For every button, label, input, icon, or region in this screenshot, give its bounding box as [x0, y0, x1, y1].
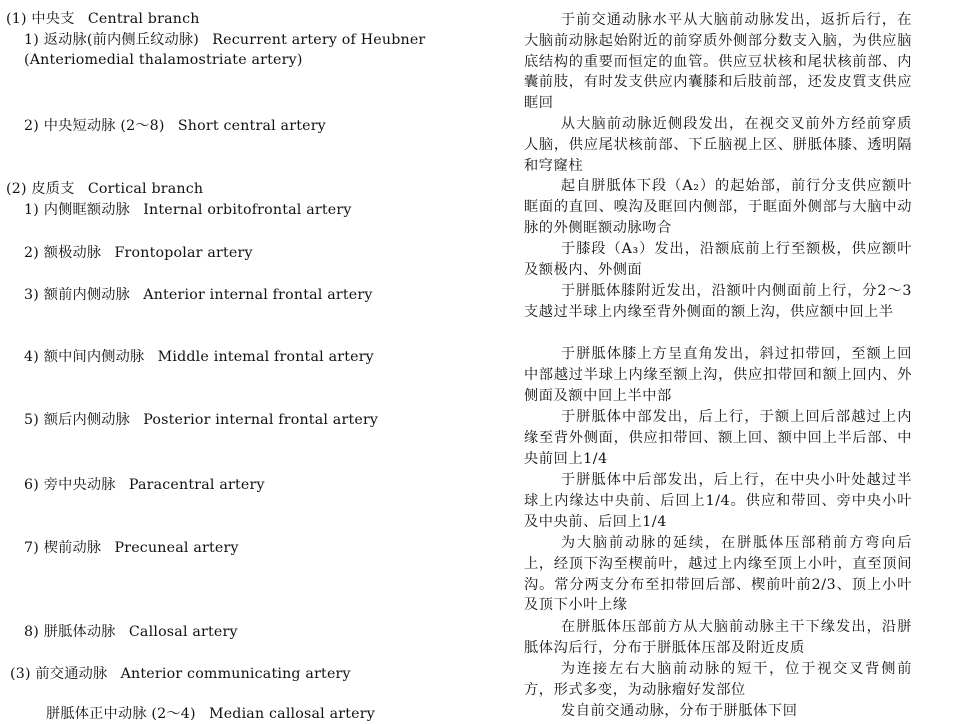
- description-paragraph: 于前交通动脉水平从大脑前动脉发出，返折后行，在大脑前动脉起始附近的前穿质外侧部分数支入脑，为供应脑底结构的重要而恒定的血管。供应豆状核和尾状核前部、内囊前肢，有时发支供应内囊膝和后肢前部，还发皮質支供应眶回: [524, 12, 912, 112]
- term-internal-orbitofrontal-artery: 1) 内侧眶额动脉 Internal orbitofrontal artery: [24, 202, 352, 218]
- description-paragraph: 为大脑前动脉的延续，在胼胝体压部稍前方弯向后上，经顶下沟至楔前叶，越过上内缘至顶上小叶，直至顶间沟。常分两支分布至扣带回后部、楔前叶前2/3、顶上小叶及顶下小叶上缘: [524, 535, 912, 614]
- term-posterior-internal-frontal-artery: 5) 额后内侧动脉 Posterior internal frontal artery: [24, 412, 379, 428]
- term-anterior-internal-frontal-artery: 3) 额前内侧动脉 Anterior internal frontal artery: [24, 287, 373, 303]
- term-middle-internal-frontal-artery: 4) 额中间内侧动脉 Middle intemal frontal artery: [24, 349, 374, 365]
- term-zh: 中央支: [31, 11, 75, 27]
- term-en: Median callosal artery: [208, 706, 375, 722]
- right-column-descriptions: [524, 0, 954, 720]
- term-en: Recurrent artery of Heubner (Anteriomedial thalamostriate artery): [24, 32, 426, 68]
- term-frontopolar-artery: 2) 额极动脉 Frontopolar artery: [24, 245, 253, 261]
- term-en: Frontopolar artery: [114, 245, 253, 261]
- term-zh: 旁中央动脉: [43, 477, 116, 493]
- term-zh: 胼胝体动脉: [43, 624, 116, 640]
- term-en: Posterior internal frontal artery: [143, 412, 379, 428]
- description-paragraph: 在胼胝体压部前方从大脑前动脉主干下缘发出，沿胼胝体沟后行，分布于胼胝体压部及附近皮质: [524, 619, 912, 656]
- term-zh: 皮质支: [31, 181, 75, 197]
- term-en: Internal orbitofrontal artery: [143, 202, 352, 218]
- term-callosal-artery: 8) 胼胝体动脉 Callosal artery: [24, 624, 238, 640]
- term-zh: 中央短动脉 (2～8): [43, 118, 165, 134]
- term-en: Precuneal artery: [114, 540, 239, 556]
- term-zh: 前交通动脉: [35, 666, 108, 682]
- term-recurrent-artery: 1) 返动脉(前内侧丘纹动脉) Recurrent artery of Heubner (Anteriomedial thalamostriate artery): [24, 32, 426, 68]
- term-en: Cortical branch: [87, 181, 204, 197]
- term-zh: 额后内侧动脉: [43, 412, 131, 428]
- term-cortical-branch: (2) 皮质支 Cortical branch: [6, 181, 204, 197]
- description-paragraph: 于胼胝体中部发出，后上行，于额上回后部越过上内缘至背外侧面，供应扣带回、额上回、额中回上半后部、中央前回上1/4: [524, 409, 912, 467]
- term-en: Central branch: [87, 11, 200, 27]
- term-precuneal-artery: 7) 楔前动脉 Precuneal artery: [24, 540, 239, 556]
- term-en: Anterior communicating artery: [120, 666, 351, 682]
- term-zh: 额极动脉: [43, 245, 102, 261]
- term-central-branch: (1) 中央支 Central branch: [6, 11, 200, 27]
- term-en: Middle intemal frontal artery: [157, 349, 374, 365]
- term-zh: 内侧眶额动脉: [43, 202, 131, 218]
- term-zh: 楔前动脉: [43, 540, 102, 556]
- term-zh: 额中间内侧动脉: [43, 349, 145, 365]
- term-anterior-communicating-artery: (3) 前交通动脉 Anterior communicating artery: [10, 666, 351, 682]
- description-paragraph: 于膝段（A₃）发出，沿额底前上行至额极，供应额叶及额极内、外侧面: [524, 241, 912, 278]
- description-paragraph: 发自前交通动脉，分布于胼胝体下回: [560, 703, 798, 719]
- term-paracentral-artery: 6) 旁中央动脉 Paracentral artery: [24, 477, 265, 493]
- term-zh: 返动脉(前内侧丘纹动脉): [43, 32, 200, 48]
- term-zh: 胼胝体正中动脉 (2～4): [46, 706, 196, 722]
- term-en: Short central artery: [177, 118, 326, 134]
- description-paragraph: 为连接左右大脑前动脉的短干，位于视交叉背侧前方，形式多变，为动脉瘤好发部位: [524, 661, 912, 698]
- term-median-callosal-artery: [46, 704, 375, 724]
- term-zh: 额前内侧动脉: [43, 287, 131, 303]
- description-paragraph: 于胼胝体中后部发出，后上行，在中央小叶处越过半球上内缘达中央前、后回上1/4。供应和带回、旁中央小叶及中央前、后回上1/4: [524, 472, 912, 530]
- description-paragraph: 于胼胝体膝附近发出，沿额叶内侧面前上行，分2～3支越过半球上内缘至背外侧面的额上沟，供应额中回上半: [524, 283, 912, 320]
- description-paragraph: 从大脑前动脉近侧段发出，在视交叉前外方经前穿质人脑，供应尾状核前部、下丘脑视上区、胼胝体膝、透明隔和穹窿柱: [524, 116, 912, 174]
- term-en: Anterior internal frontal artery: [143, 287, 373, 303]
- description-paragraph: 于胼胝体膝上方呈直角发出，斜过扣带回，至额上回中部越过半球上内缘至额上沟，供应扣带回和额上回内、外侧面及额中回上半中部: [524, 346, 912, 404]
- term-en: Paracentral artery: [128, 477, 265, 493]
- term-short-central-artery: 2) 中央短动脉 (2～8) Short central artery: [24, 118, 326, 134]
- description-paragraph: 起自胼胝体下段（A₂）的起始部，前行分支供应额叶眶面的直回、嗅沟及眶回内侧部，于眶面外侧部与大脑中动脉的外侧眶额动脉吻合: [524, 178, 912, 236]
- term-en: Callosal artery: [128, 624, 238, 640]
